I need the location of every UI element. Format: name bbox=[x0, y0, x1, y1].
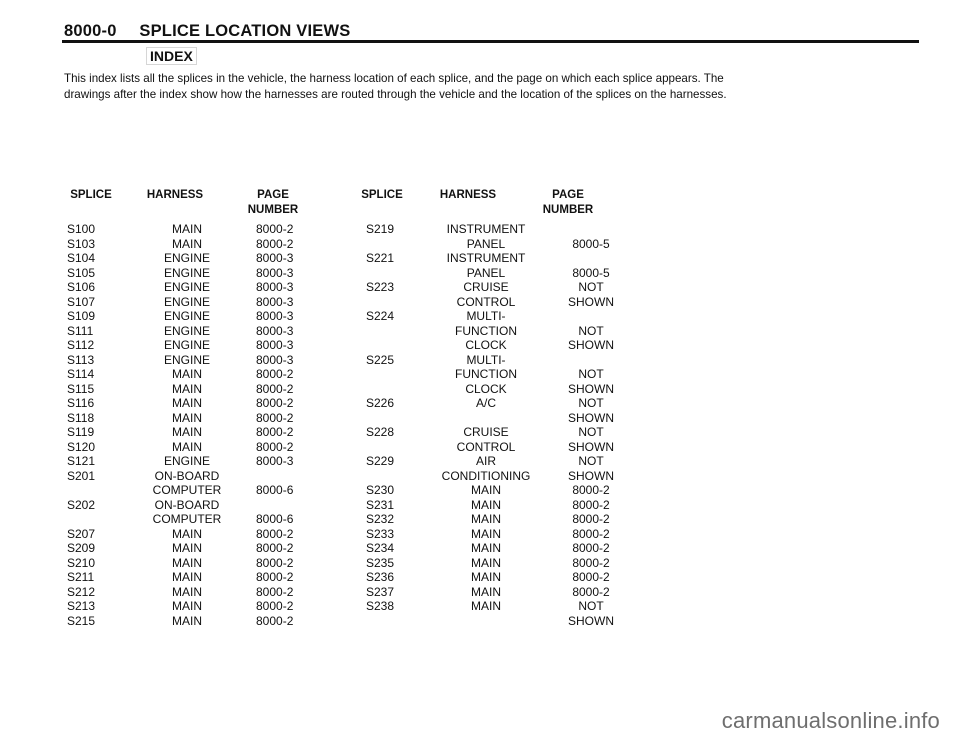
left-splice-cell: S112 bbox=[67, 338, 95, 352]
left-page-cell: 8000-6 bbox=[256, 512, 294, 526]
table-row bbox=[366, 425, 631, 440]
table-row bbox=[67, 454, 366, 469]
left-page-cell: 8000-3 bbox=[256, 294, 294, 309]
right-splice-table bbox=[366, 222, 631, 628]
left-page-cell: 8000-2 bbox=[256, 381, 294, 396]
table-row bbox=[67, 309, 366, 324]
table-row bbox=[366, 353, 631, 368]
left-page-cell: 8000-2 bbox=[256, 541, 294, 555]
right-splice-cell bbox=[366, 382, 421, 397]
table-row bbox=[67, 396, 366, 411]
right-page-cell: 8000-2 bbox=[572, 570, 610, 584]
left-splice-cell: S119 bbox=[67, 425, 95, 439]
table-row bbox=[67, 338, 366, 353]
right-page-cell: 8000-2 bbox=[572, 584, 610, 599]
left-harness-cell: ENGINE bbox=[163, 454, 210, 468]
left-harness-cell: ENGINE bbox=[163, 294, 210, 309]
right-harness-cell bbox=[421, 614, 551, 629]
right-harness-cell: A/C bbox=[475, 396, 496, 410]
right-harness-cell: PANEL bbox=[466, 265, 506, 280]
left-harness-cell: MAIN bbox=[172, 570, 202, 584]
left-harness-cell: MAIN bbox=[172, 222, 202, 236]
right-page-cell: 8000-2 bbox=[572, 555, 610, 570]
left-page-cell: 8000-2 bbox=[256, 570, 294, 584]
page-header bbox=[64, 22, 350, 41]
right-splice-cell: S228 bbox=[366, 425, 395, 439]
table-row bbox=[67, 266, 366, 281]
right-splice-cell bbox=[366, 324, 421, 339]
table-row bbox=[67, 483, 366, 498]
right-harness-cell: CRUISE bbox=[463, 425, 509, 439]
right-splice-cell: S224 bbox=[366, 309, 395, 323]
table-row bbox=[366, 382, 631, 397]
left-page-cell: 8000-2 bbox=[256, 367, 294, 381]
left-harness-cell: ON-BOARD bbox=[154, 468, 220, 483]
left-splice-cell: S105 bbox=[67, 265, 96, 280]
right-col-page-header bbox=[533, 188, 603, 218]
table-row bbox=[366, 396, 631, 411]
right-col-page-header-line2: NUMBER bbox=[542, 204, 594, 216]
right-harness-cell: AIR bbox=[475, 454, 496, 468]
right-harness-cell: MAIN bbox=[471, 584, 501, 599]
table-row bbox=[67, 367, 366, 382]
right-page-cell bbox=[551, 309, 631, 324]
right-harness-cell: MAIN bbox=[471, 541, 501, 555]
left-harness-cell: MAIN bbox=[172, 541, 202, 555]
left-splice-cell: S103 bbox=[67, 236, 96, 251]
left-harness-cell: ENGINE bbox=[163, 309, 210, 323]
right-page-cell: NOT bbox=[578, 367, 604, 381]
right-splice-cell: S226 bbox=[366, 396, 395, 410]
table-row bbox=[67, 498, 366, 513]
table-row bbox=[366, 454, 631, 469]
left-splice-cell: S111 bbox=[67, 323, 94, 338]
table-row bbox=[366, 556, 631, 571]
right-splice-cell: S238 bbox=[366, 599, 395, 613]
table-row bbox=[366, 266, 631, 281]
table-row bbox=[366, 614, 631, 629]
right-page-cell: NOT bbox=[578, 280, 604, 294]
left-splice-cell: S207 bbox=[67, 526, 96, 541]
table-row bbox=[366, 295, 631, 310]
right-harness-cell: MULTI- bbox=[466, 309, 506, 323]
right-splice-cell: S223 bbox=[366, 280, 395, 294]
table-row bbox=[366, 309, 631, 324]
right-harness-cell: MAIN bbox=[471, 526, 501, 541]
right-harness-cell: CLOCK bbox=[465, 381, 507, 396]
table-row bbox=[67, 237, 366, 252]
left-harness-cell: ENGINE bbox=[163, 251, 210, 265]
right-harness-cell: CONDITIONING bbox=[441, 468, 531, 483]
right-page-cell: SHOWN bbox=[568, 410, 614, 425]
table-row bbox=[366, 222, 631, 237]
table-row bbox=[366, 251, 631, 266]
right-page-cell: 8000-2 bbox=[572, 497, 610, 512]
table-row bbox=[366, 498, 631, 513]
right-page-cell: SHOWN bbox=[568, 439, 614, 454]
left-page-cell bbox=[242, 469, 366, 484]
left-harness-cell: MAIN bbox=[172, 439, 202, 454]
right-harness-cell: MULTI- bbox=[466, 352, 506, 367]
table-row bbox=[67, 570, 366, 585]
left-page-cell: 8000-3 bbox=[256, 454, 294, 468]
right-harness-cell: MAIN bbox=[471, 599, 501, 613]
left-harness-cell: ON-BOARD bbox=[154, 497, 220, 512]
right-harness-cell: CLOCK bbox=[465, 338, 507, 352]
right-splice-cell: S233 bbox=[366, 526, 395, 541]
left-harness-cell: MAIN bbox=[172, 410, 202, 425]
right-page-cell: SHOWN bbox=[568, 338, 614, 352]
right-page-cell: 8000-2 bbox=[572, 512, 610, 526]
left-splice-cell: S201 bbox=[67, 468, 96, 483]
table-row bbox=[67, 324, 366, 339]
right-harness-cell: FUNCTION bbox=[455, 323, 517, 338]
table-row bbox=[67, 295, 366, 310]
right-splice-cell bbox=[366, 237, 421, 252]
right-harness-cell: PANEL bbox=[466, 236, 506, 251]
left-splice-cell: S114 bbox=[67, 367, 95, 381]
left-splice-cell: S100 bbox=[67, 222, 96, 236]
right-page-cell: NOT bbox=[578, 454, 604, 468]
left-splice-cell: S202 bbox=[67, 497, 96, 512]
right-splice-cell: S234 bbox=[366, 541, 395, 555]
table-row bbox=[67, 382, 366, 397]
table-row bbox=[67, 599, 366, 614]
left-page-cell: 8000-3 bbox=[256, 280, 294, 294]
section-number: 8000-0 bbox=[64, 22, 117, 40]
watermark: carmanualsonline.info bbox=[721, 708, 940, 733]
table-row bbox=[366, 585, 631, 600]
left-page-cell: 8000-2 bbox=[256, 236, 294, 251]
table-row bbox=[67, 425, 366, 440]
left-page-cell: 8000-3 bbox=[256, 323, 294, 338]
table-row bbox=[366, 599, 631, 614]
table-row bbox=[366, 570, 631, 585]
right-page-cell: 8000-5 bbox=[572, 265, 610, 280]
right-page-cell: NOT bbox=[578, 599, 604, 613]
left-splice-cell bbox=[67, 483, 132, 498]
left-harness-cell: MAIN bbox=[172, 367, 202, 381]
right-harness-cell bbox=[421, 411, 551, 426]
table-row bbox=[366, 324, 631, 339]
left-col-splice-header: SPLICE bbox=[70, 189, 112, 201]
right-page-cell: NOT bbox=[578, 425, 604, 439]
right-harness-cell: CONTROL bbox=[456, 439, 516, 454]
table-row bbox=[366, 512, 631, 527]
right-col-harness-header: HARNESS bbox=[439, 189, 497, 201]
table-row bbox=[67, 585, 366, 600]
left-harness-cell: MAIN bbox=[172, 526, 202, 541]
table-row bbox=[67, 614, 366, 629]
table-row bbox=[366, 440, 631, 455]
right-page-cell: SHOWN bbox=[568, 468, 614, 483]
right-splice-cell: S237 bbox=[366, 584, 395, 599]
table-row bbox=[67, 251, 366, 266]
right-col-splice-header: SPLICE bbox=[361, 189, 403, 201]
right-splice-cell bbox=[366, 266, 421, 281]
right-splice-cell: S236 bbox=[366, 570, 395, 584]
left-page-cell: 8000-3 bbox=[256, 251, 294, 265]
left-page-cell: 8000-3 bbox=[256, 338, 294, 352]
left-col-page-header bbox=[238, 188, 308, 218]
table-row bbox=[67, 411, 366, 426]
left-harness-cell: COMPUTER bbox=[152, 483, 222, 497]
left-splice-cell: S211 bbox=[67, 570, 95, 584]
right-harness-cell: INSTRUMENT bbox=[446, 251, 526, 265]
left-col-page-header-line1: PAGE bbox=[257, 189, 289, 201]
right-page-cell bbox=[551, 222, 631, 237]
left-harness-cell: ENGINE bbox=[163, 280, 210, 294]
left-page-cell: 8000-3 bbox=[256, 352, 294, 367]
table-row bbox=[67, 469, 366, 484]
right-harness-cell: INSTRUMENT bbox=[446, 222, 526, 236]
left-harness-cell: ENGINE bbox=[163, 352, 210, 367]
table-row bbox=[67, 280, 366, 295]
left-page-cell: 8000-6 bbox=[256, 483, 294, 497]
left-page-cell: 8000-2 bbox=[256, 410, 294, 425]
right-page-cell: 8000-2 bbox=[572, 541, 610, 555]
table-row bbox=[67, 222, 366, 237]
right-splice-cell: S225 bbox=[366, 352, 395, 367]
left-splice-cell: S210 bbox=[67, 555, 96, 570]
right-harness-cell: MAIN bbox=[471, 512, 501, 526]
right-splice-cell: S230 bbox=[366, 483, 395, 497]
left-harness-cell: MAIN bbox=[172, 555, 202, 570]
left-harness-cell: MAIN bbox=[172, 396, 202, 410]
left-page-cell bbox=[242, 498, 366, 513]
table-row bbox=[366, 338, 631, 353]
right-page-cell: 8000-2 bbox=[572, 526, 610, 541]
right-harness-cell: MAIN bbox=[471, 570, 501, 584]
table-row bbox=[366, 367, 631, 382]
right-harness-cell: MAIN bbox=[471, 483, 501, 497]
right-harness-cell: MAIN bbox=[471, 555, 501, 570]
table-row bbox=[67, 556, 366, 571]
left-harness-cell: MAIN bbox=[172, 584, 202, 599]
right-page-cell: NOT bbox=[578, 323, 604, 338]
left-page-cell: 8000-2 bbox=[256, 425, 294, 439]
right-splice-cell bbox=[366, 338, 421, 353]
left-page-cell: 8000-3 bbox=[256, 265, 294, 280]
left-page-cell: 8000-2 bbox=[256, 613, 294, 628]
right-page-cell: 8000-2 bbox=[572, 483, 610, 497]
right-splice-cell bbox=[366, 469, 421, 484]
left-splice-cell: S109 bbox=[67, 309, 96, 323]
table-row bbox=[67, 512, 366, 527]
page-title: SPLICE LOCATION VIEWS bbox=[139, 22, 351, 40]
left-splice-cell: S120 bbox=[67, 439, 96, 454]
right-page-cell: SHOWN bbox=[568, 613, 614, 628]
table-row bbox=[366, 483, 631, 498]
right-splice-cell bbox=[366, 614, 421, 629]
left-splice-cell: S106 bbox=[67, 280, 96, 294]
left-splice-cell: S107 bbox=[67, 294, 96, 309]
right-splice-cell: S232 bbox=[366, 512, 395, 526]
right-splice-cell: S229 bbox=[366, 454, 395, 468]
right-harness-cell: MAIN bbox=[471, 497, 501, 512]
table-row bbox=[366, 280, 631, 295]
right-splice-cell: S231 bbox=[366, 497, 395, 512]
left-harness-cell: MAIN bbox=[172, 613, 202, 628]
header-rule bbox=[62, 40, 919, 43]
left-page-cell: 8000-2 bbox=[256, 439, 294, 454]
left-page-cell: 8000-2 bbox=[256, 526, 294, 541]
left-page-cell: 8000-3 bbox=[256, 309, 294, 323]
table-row bbox=[366, 237, 631, 252]
left-col-page-header-line2: NUMBER bbox=[247, 204, 299, 216]
table-row bbox=[366, 469, 631, 484]
right-splice-cell bbox=[366, 440, 421, 455]
left-splice-cell: S212 bbox=[67, 584, 96, 599]
left-splice-cell: S213 bbox=[67, 599, 96, 613]
right-page-cell: SHOWN bbox=[568, 294, 614, 309]
right-page-cell: 8000-5 bbox=[572, 236, 610, 251]
right-splice-cell: S219 bbox=[366, 222, 395, 236]
left-splice-cell: S116 bbox=[67, 396, 95, 410]
left-harness-cell: MAIN bbox=[172, 425, 202, 439]
right-col-page-header-line1: PAGE bbox=[552, 189, 584, 201]
left-harness-cell: MAIN bbox=[172, 236, 202, 251]
left-page-cell: 8000-2 bbox=[256, 222, 294, 236]
left-col-harness-header: HARNESS bbox=[146, 189, 204, 201]
right-page-cell bbox=[551, 353, 631, 368]
left-splice-cell bbox=[67, 512, 132, 527]
intro-paragraph: This index lists all the splices in the vehicle, the harness location of each splice, and the page on which each splice appears. The drawings after the index show how the harnesses are routed through the vehicle and the location of the splices on the harnesses. bbox=[64, 72, 727, 101]
right-splice-cell: S221 bbox=[366, 251, 395, 265]
table-row bbox=[67, 353, 366, 368]
left-splice-cell: S121 bbox=[67, 454, 96, 468]
left-splice-table bbox=[67, 222, 366, 628]
right-splice-cell bbox=[366, 295, 421, 310]
table-row bbox=[67, 541, 366, 556]
table-row bbox=[67, 440, 366, 455]
right-harness-cell: FUNCTION bbox=[455, 367, 517, 381]
table-row bbox=[67, 527, 366, 542]
left-page-cell: 8000-2 bbox=[256, 396, 294, 410]
table-row bbox=[366, 411, 631, 426]
left-splice-cell: S104 bbox=[67, 251, 96, 265]
left-harness-cell: MAIN bbox=[172, 381, 202, 396]
left-page-cell: 8000-2 bbox=[256, 599, 294, 613]
left-splice-cell: S113 bbox=[67, 352, 95, 367]
index-label: INDEX bbox=[146, 47, 197, 65]
right-page-cell: NOT bbox=[578, 396, 604, 410]
right-page-cell bbox=[551, 251, 631, 266]
right-harness-cell: CRUISE bbox=[463, 280, 509, 294]
left-page-cell: 8000-2 bbox=[256, 555, 294, 570]
left-splice-cell: S209 bbox=[67, 541, 96, 555]
left-splice-cell: S115 bbox=[67, 381, 95, 396]
table-row bbox=[366, 527, 631, 542]
left-splice-cell: S215 bbox=[67, 613, 96, 628]
left-harness-cell: COMPUTER bbox=[152, 512, 222, 526]
right-harness-cell: CONTROL bbox=[456, 294, 516, 309]
right-splice-cell bbox=[366, 367, 421, 382]
left-harness-cell: ENGINE bbox=[163, 323, 210, 338]
table-row bbox=[366, 541, 631, 556]
left-page-cell: 8000-2 bbox=[256, 584, 294, 599]
left-harness-cell: ENGINE bbox=[163, 338, 210, 352]
right-splice-cell bbox=[366, 411, 421, 426]
right-page-cell: SHOWN bbox=[568, 381, 614, 396]
left-splice-cell: S118 bbox=[67, 410, 95, 425]
right-splice-cell: S235 bbox=[366, 555, 395, 570]
left-harness-cell: ENGINE bbox=[163, 265, 210, 280]
left-harness-cell: MAIN bbox=[172, 599, 202, 613]
